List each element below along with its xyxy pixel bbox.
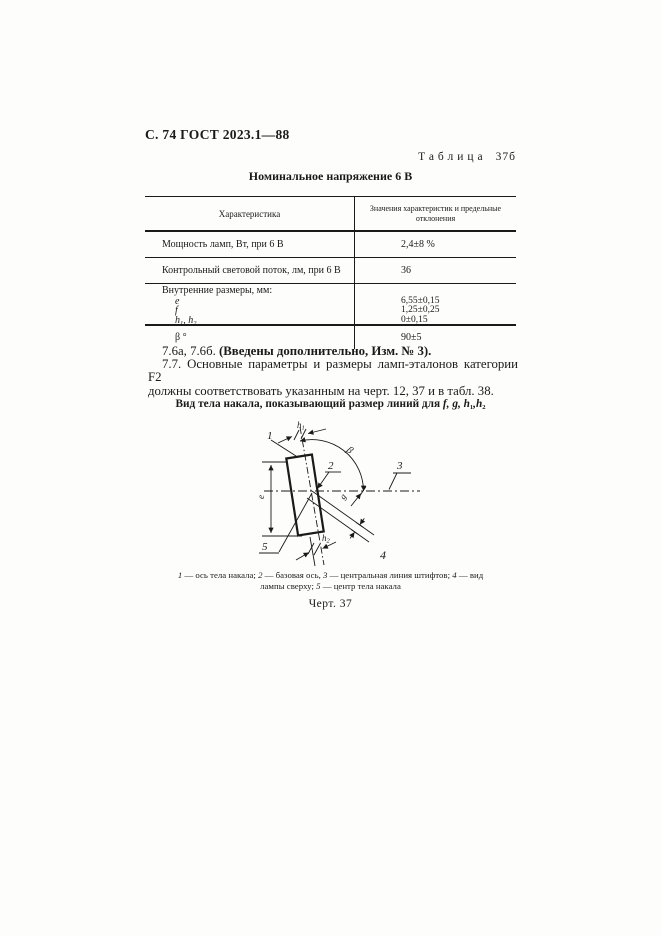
beta-degree: ° <box>182 332 187 343</box>
table-reference-number: 37б <box>495 151 516 163</box>
h2-tick-right <box>314 544 320 555</box>
beta-symbol: β <box>175 332 181 343</box>
h2-arrow-left <box>296 553 309 561</box>
filament-axis-line <box>300 427 324 565</box>
label2-leader <box>318 472 330 489</box>
table-row <box>145 258 516 284</box>
figure-number: Черт. 37 <box>308 598 353 610</box>
drawing-label-e: e <box>256 495 266 499</box>
drawing-label-h2: h2 <box>322 533 330 545</box>
beta-value: 90±5 <box>401 332 422 343</box>
h2-reference-line <box>310 537 315 566</box>
legend-line-1: 1 — ось тела накала; 2 — базовая ось, 3 — центральная линия штифтов; 4 — вид <box>177 570 484 580</box>
h1-arrow-left <box>278 437 292 444</box>
dim-value-f: 1,25±0,25 <box>401 305 440 316</box>
filament-drawing-svg <box>240 419 440 569</box>
f-arrow-lower <box>350 532 354 538</box>
table-row-dimensions <box>145 284 516 326</box>
row-flux-name: Контрольный световой поток, лм, при 6 В <box>145 258 355 283</box>
drawing-label-beta: β <box>344 444 355 457</box>
col-header-characteristic: Характеристика <box>145 197 355 230</box>
dim-value-e: 6,55±0,15 <box>401 295 440 306</box>
figure-legend <box>135 570 526 592</box>
g-arrow <box>351 494 361 507</box>
label1-leader <box>271 440 296 456</box>
h1-tick-left <box>294 430 299 440</box>
dim-label-h: $h_1$, $h_2$ <box>175 314 197 327</box>
table-row <box>145 232 516 258</box>
page-header: С. 74 ГОСТ 2023.1—88 <box>145 127 290 142</box>
row-power-value: 2,4±8 % <box>401 239 435 250</box>
drawing-label-2: 2 <box>328 460 334 472</box>
dim-value-h: 0±0,15 <box>401 314 428 325</box>
paragraph-7-7: 7.7. Основные параметры и размеры ламп-эталонов категории F2 должны соответствовать указанным на черт. 12, 37 и в табл. 38. <box>148 357 518 398</box>
row-flux-value: 36 <box>401 265 411 276</box>
f-tick-2 <box>351 530 358 535</box>
drawing-label-g: g <box>337 491 349 502</box>
f-tick-1 <box>356 523 363 528</box>
f-arrow-upper <box>360 518 364 524</box>
legend-line-2: лампы сверху; 5 — центр тела накала <box>260 581 401 591</box>
col-header-values: Значения характеристик и предельные отклонения <box>369 204 502 223</box>
row-dims-name: Внутренние размеры, мм: <box>162 285 273 296</box>
diagonal-line-2 <box>307 498 369 542</box>
drawing-label-4: 4 <box>380 548 386 562</box>
figure-caption: Вид тела накала, показывающий размер линий для f, g, $h_1,h_2$ <box>175 398 486 411</box>
drawing-label-5: 5 <box>262 541 268 553</box>
body-text <box>148 345 518 398</box>
drawing-label-3: 3 <box>397 460 403 472</box>
drawing-label-h1: h1 <box>297 420 305 432</box>
table-reference-word: Таблица <box>418 151 487 163</box>
paragraph-7-6: 7.6а, 7.6б. (Введены дополнительно, Изм. № 3). <box>162 344 432 358</box>
row-power-name: Мощность ламп, Вт, при 6 В <box>145 232 355 257</box>
table-header-row <box>145 197 516 232</box>
dim-label-e: e <box>175 295 180 307</box>
spec-table <box>145 196 516 349</box>
filament-body-rect <box>286 455 323 536</box>
table-reference <box>418 151 516 163</box>
h1-arrow-right <box>308 429 326 434</box>
dim-label-f: f <box>175 305 178 317</box>
drawing-label-1: 1 <box>267 430 273 442</box>
filament-technical-drawing <box>240 419 440 574</box>
label3-leader <box>389 473 397 490</box>
table-title: Номинальное напряжение 6 В <box>248 169 413 183</box>
